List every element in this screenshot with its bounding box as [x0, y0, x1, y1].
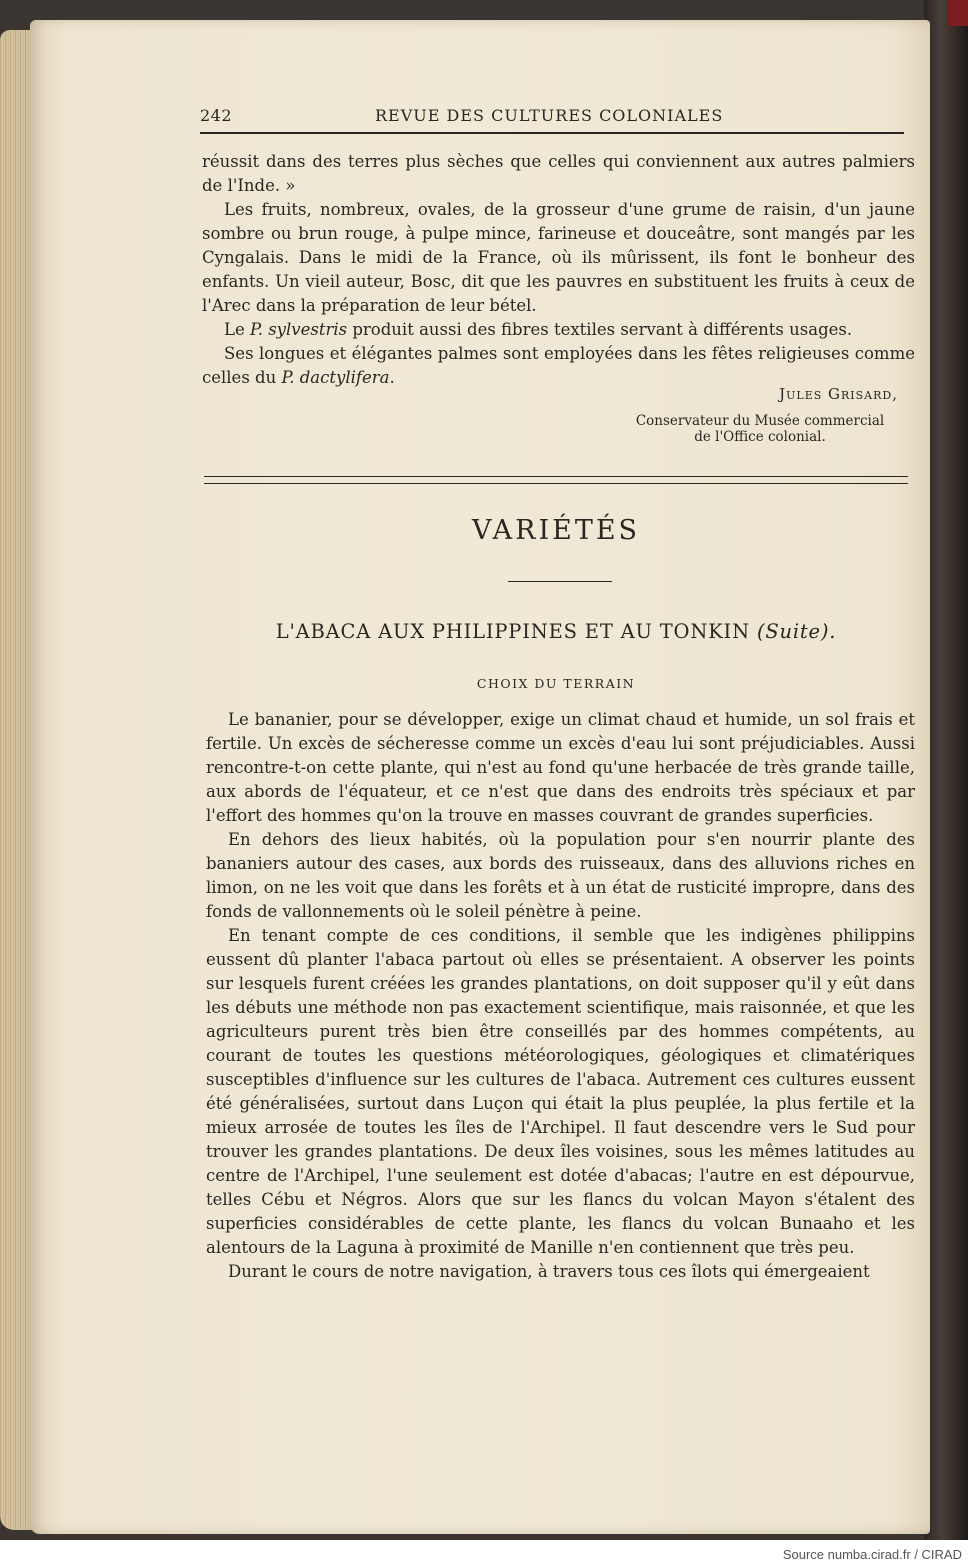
section-divider [204, 476, 908, 484]
article-subheading: CHOIX DU TERRAIN [476, 676, 636, 691]
paragraph: Les fruits, nombreux, ovales, de la grosseur d'une grume de raisin, d'un jaune sombre ou brun rouge, à pulpe mince, farineuse et douceâtre, sont mangés par les Cyngalais. Dans le midi de la France, où ils mûrissent, ils font le bonheur des enfants. Un vieil auteur, Bosc, dit que les pauvres en substituent les fruits à ceux de l'Arec dans la préparation de leur bétel. [202, 200, 915, 315]
previous-article-ending [202, 150, 915, 390]
section-title: VARIÉTÉS [471, 515, 641, 546]
article-body [206, 708, 915, 1284]
author-title: Conservateur du Musée commercial de l'Office colonial. [635, 413, 885, 445]
paragraph: Ses longues et élégantes palmes sont employées dans les fêtes religieuses comme celles du P. dactylifera. [202, 344, 915, 387]
running-head [200, 106, 904, 128]
paragraph: Durant le cours de notre navigation, à travers tous ces îlots qui émergeaient [228, 1262, 870, 1281]
journal-title: REVUE DES CULTURES COLONIALES [375, 106, 724, 125]
source-credit: Source numba.cirad.fr / CIRAD [782, 1547, 962, 1562]
book-cover-edge [924, 0, 968, 1540]
species-name: P. sylvestris [249, 320, 348, 339]
species-name: P. dactylifera [281, 368, 390, 387]
article-title: L'ABACA AUX PHILIPPINES ET AU TONKIN (Suite). [275, 620, 837, 643]
page-number: 242 [200, 106, 233, 125]
paragraph: En tenant compte de ces conditions, il semble que les indigènes philippins eussent dû planter l'abaca partout où elles se présentaient. A observer les points sur lesquels furent créées les grandes plantations, on doit supposer qu'il y eût dans les débuts une méthode non pas exactement scientifique, mais raisonnée, et que les agriculteurs purent très bien être conseillés par des hommes compétents, au courant de toutes les questions météorologiques, géologiques et climatériques susceptibles d'influence sur les cultures de l'abaca. Autrement ces cultures eussent été généralisées, surtout dans Luçon qui était la plus peuplée, la plus fertile et la mieux arrosée de toutes les îles de l'Archipel. Il faut descendre vers le Sud pour trouver les grandes plantations. De deux îles voisines, sous les mêmes latitudes au centre de l'Archipel, l'une seulement est dotée d'abacas; l'autre en est dépourvue, telles Cébu et Négros. Alors que sur les flancs du volcan Mayon s'étalent des superficies considérables de cette plante, les flancs du volcan Bunaaho et les alentours de la Laguna à proximité de Manille n'en contiennent que très peu. [206, 926, 915, 1257]
header-rule [200, 132, 904, 134]
paragraph: En dehors des lieux habités, où la population pour s'en nourrir plante des bananiers autour des cases, aux bords des ruisseaux, dans des alluvions riches en limon, on ne les voit que dans les forêts et à un état de rusticité impropre, dans des fonds de vallonnements où le soleil pénètre à peine. [206, 830, 915, 921]
paragraph: Le P. sylvestris produit aussi des fibres textiles servant à différents usages. [224, 320, 853, 339]
paragraph: Le bananier, pour se développer, exige un climat chaud et humide, un sol frais et fertile. Un excès de sécheresse comme un excès d'eau lui sont préjudiciables. Aussi rencontre-t-on cette plante, qui n'est au fond qu'une herbacée de très grande taille, aux abords de l'équateur, et ce n'est que dans des endroits très spéciaux et par l'effort des hommes qu'on la trouve en masses couvrant de grandes superficies. [206, 710, 915, 825]
book-page [30, 20, 930, 1534]
author-signature: Jules Grisard, [779, 385, 898, 403]
title-rule [508, 581, 612, 582]
bookmark-ribbon [948, 0, 968, 26]
paragraph: réussit dans des terres plus sèches que celles qui conviennent aux autres palmiers de l'Inde. » [202, 152, 915, 195]
article-title-suffix: (Suite). [756, 620, 837, 643]
